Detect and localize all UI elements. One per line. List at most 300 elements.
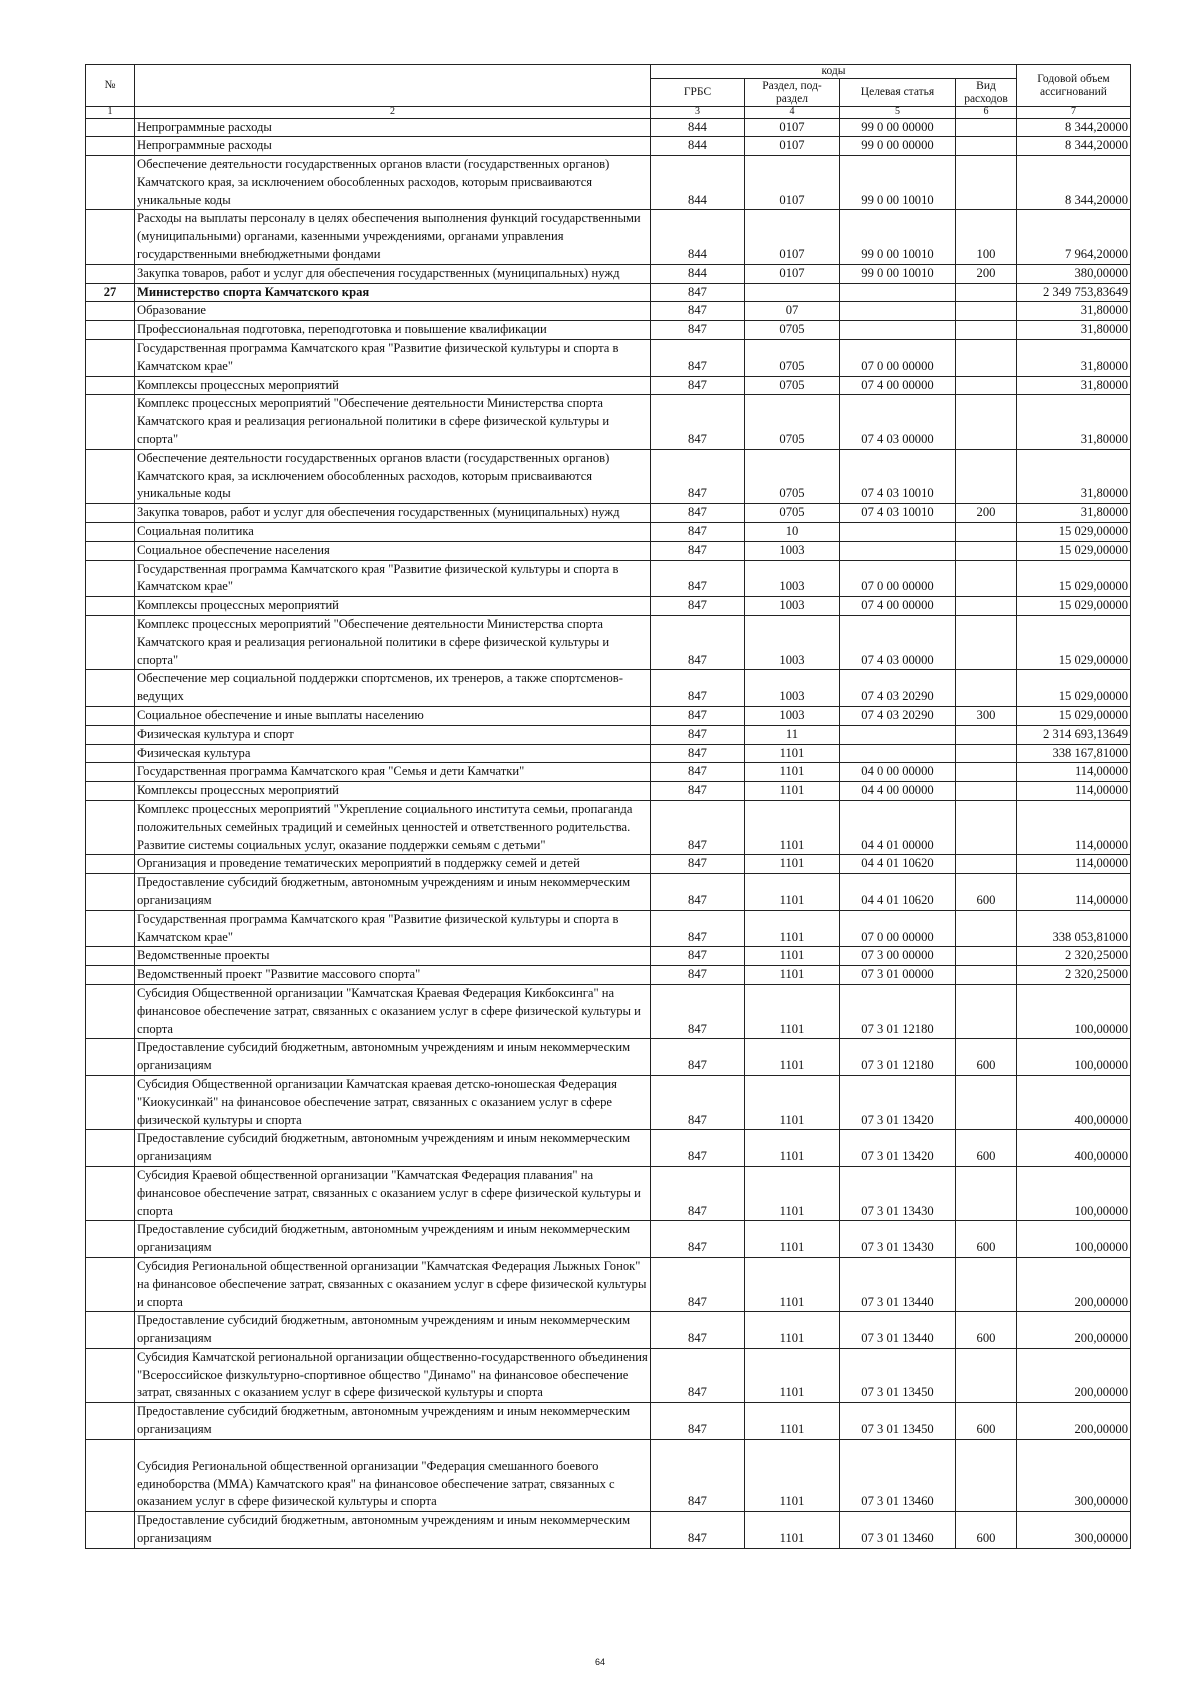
row-amount: 200,00000 bbox=[1017, 1257, 1131, 1311]
table-row bbox=[86, 855, 1131, 874]
row-amount: 8 344,20000 bbox=[1017, 156, 1131, 210]
row-kind-code bbox=[956, 156, 1017, 210]
row-amount: 400,00000 bbox=[1017, 1130, 1131, 1167]
header-index: 3 bbox=[651, 107, 745, 119]
row-name: Комплекс процессных мероприятий "Обеспечение деятельности Министерства спорта Камчатского края и реализация региональной политики в сфере физической культуры и спорта" bbox=[135, 616, 651, 670]
row-kind-code bbox=[956, 910, 1017, 947]
row-grbs-code: 847 bbox=[651, 523, 745, 542]
row-amount: 15 029,00000 bbox=[1017, 597, 1131, 616]
row-amount: 31,80000 bbox=[1017, 302, 1131, 321]
row-grbs-code: 847 bbox=[651, 597, 745, 616]
row-kind-code bbox=[956, 984, 1017, 1038]
row-section-code: 1101 bbox=[745, 1130, 840, 1167]
row-kind-code bbox=[956, 1439, 1017, 1511]
row-number bbox=[86, 156, 135, 210]
row-name: Закупка товаров, работ и услуг для обеспечения государственных (муниципальных) нужд bbox=[135, 264, 651, 283]
row-target-code: 07 3 01 13450 bbox=[840, 1403, 956, 1440]
budget-table-sheet bbox=[85, 64, 1130, 1549]
row-amount: 114,00000 bbox=[1017, 782, 1131, 801]
row-grbs-code: 847 bbox=[651, 744, 745, 763]
header-codes: коды bbox=[651, 65, 1017, 79]
row-amount: 15 029,00000 bbox=[1017, 616, 1131, 670]
table-row bbox=[86, 800, 1131, 854]
row-number bbox=[86, 210, 135, 264]
row-target-code: 07 4 03 00000 bbox=[840, 616, 956, 670]
row-amount: 2 320,25000 bbox=[1017, 947, 1131, 966]
row-name: Ведомственные проекты bbox=[135, 947, 651, 966]
row-name: Предоставление субсидий бюджетным, автономным учреждениям и иным некоммерческим организациям bbox=[135, 874, 651, 911]
row-amount: 31,80000 bbox=[1017, 340, 1131, 377]
row-section-code: 1101 bbox=[745, 800, 840, 854]
row-number bbox=[86, 340, 135, 377]
row-amount: 8 344,20000 bbox=[1017, 118, 1131, 137]
row-section-code: 1003 bbox=[745, 541, 840, 560]
row-section-code: 0705 bbox=[745, 321, 840, 340]
row-number bbox=[86, 725, 135, 744]
budget-table bbox=[85, 64, 1131, 1549]
row-target-code: 07 3 01 13460 bbox=[840, 1439, 956, 1511]
header-no: № bbox=[86, 65, 135, 107]
row-number bbox=[86, 800, 135, 854]
row-grbs-code: 847 bbox=[651, 1166, 745, 1220]
row-amount: 300,00000 bbox=[1017, 1439, 1131, 1511]
table-row bbox=[86, 376, 1131, 395]
row-grbs-code: 847 bbox=[651, 302, 745, 321]
row-name: Комплекс процессных мероприятий "Укрепление социального института семьи, пропаганда положительных семейных традиций и семейных ценностей и ответственного родительства. Развитие системы социальных услуг, оказание поддержки семьям с детьми" bbox=[135, 800, 651, 854]
header-kind: Вид расходов bbox=[956, 79, 1017, 107]
row-kind-code bbox=[956, 137, 1017, 156]
row-kind-code bbox=[956, 449, 1017, 503]
row-amount: 15 029,00000 bbox=[1017, 541, 1131, 560]
table-row bbox=[86, 707, 1131, 726]
row-section-code: 0107 bbox=[745, 137, 840, 156]
table-row bbox=[86, 264, 1131, 283]
table-row bbox=[86, 984, 1131, 1038]
row-section-code: 1101 bbox=[745, 966, 840, 985]
row-kind-code bbox=[956, 321, 1017, 340]
row-number bbox=[86, 744, 135, 763]
table-row bbox=[86, 541, 1131, 560]
row-section-code: 1101 bbox=[745, 855, 840, 874]
row-section-code: 1101 bbox=[745, 1166, 840, 1220]
table-row bbox=[86, 449, 1131, 503]
row-grbs-code: 847 bbox=[651, 1512, 745, 1549]
row-kind-code bbox=[956, 670, 1017, 707]
row-kind-code bbox=[956, 523, 1017, 542]
row-section-code: 1101 bbox=[745, 744, 840, 763]
row-number bbox=[86, 984, 135, 1038]
row-target-code: 04 0 00 00000 bbox=[840, 763, 956, 782]
row-section-code bbox=[745, 283, 840, 302]
header-amount: Годовой объем ассигнований bbox=[1017, 65, 1131, 107]
row-target-code: 07 4 03 20290 bbox=[840, 670, 956, 707]
row-section-code: 1101 bbox=[745, 910, 840, 947]
row-section-code: 1101 bbox=[745, 984, 840, 1038]
row-amount: 2 349 753,83649 bbox=[1017, 283, 1131, 302]
table-row bbox=[86, 395, 1131, 449]
row-section-code: 0107 bbox=[745, 264, 840, 283]
row-target-code: 07 4 03 10010 bbox=[840, 449, 956, 503]
row-kind-code bbox=[956, 800, 1017, 854]
row-number bbox=[86, 1348, 135, 1402]
table-row bbox=[86, 1312, 1131, 1349]
row-section-code: 0705 bbox=[745, 340, 840, 377]
row-grbs-code: 847 bbox=[651, 874, 745, 911]
row-number bbox=[86, 376, 135, 395]
row-grbs-code: 847 bbox=[651, 800, 745, 854]
row-kind-code: 200 bbox=[956, 504, 1017, 523]
row-grbs-code: 847 bbox=[651, 1221, 745, 1258]
header-index: 7 bbox=[1017, 107, 1131, 119]
row-number bbox=[86, 504, 135, 523]
row-grbs-code: 847 bbox=[651, 1039, 745, 1076]
row-name: Государственная программа Камчатского края "Развитие физической культуры и спорта в Камчатском крае" bbox=[135, 560, 651, 597]
table-row bbox=[86, 523, 1131, 542]
row-grbs-code: 847 bbox=[651, 1348, 745, 1402]
table-row bbox=[86, 340, 1131, 377]
table-body bbox=[86, 118, 1131, 1548]
row-number bbox=[86, 302, 135, 321]
row-target-code: 07 3 01 13440 bbox=[840, 1257, 956, 1311]
row-amount: 2 314 693,13649 bbox=[1017, 725, 1131, 744]
row-kind-code bbox=[956, 1257, 1017, 1311]
row-section-code: 0107 bbox=[745, 118, 840, 137]
row-grbs-code: 847 bbox=[651, 321, 745, 340]
row-target-code: 07 4 03 00000 bbox=[840, 395, 956, 449]
table-row bbox=[86, 763, 1131, 782]
row-name: Субсидия Камчатской региональной организации общественно-государственного объединения "Всероссийское физкультурно-спортивное общество "Динамо" на финансовое обеспечение затрат, связанных с оказанием услуг в сфере физической культуры и спорта bbox=[135, 1348, 651, 1402]
row-number bbox=[86, 616, 135, 670]
row-grbs-code: 847 bbox=[651, 560, 745, 597]
row-grbs-code: 844 bbox=[651, 137, 745, 156]
table-row bbox=[86, 1166, 1131, 1220]
row-amount: 300,00000 bbox=[1017, 1512, 1131, 1549]
row-section-code: 1101 bbox=[745, 1403, 840, 1440]
row-kind-code bbox=[956, 966, 1017, 985]
row-kind-code bbox=[956, 340, 1017, 377]
header-index: 2 bbox=[135, 107, 651, 119]
table-row bbox=[86, 1403, 1131, 1440]
row-name: Расходы на выплаты персоналу в целях обеспечения выполнения функций государственными (муниципальными) органами, казенными учреждениями, органами управления государственными внебюджетными фондами bbox=[135, 210, 651, 264]
row-grbs-code: 847 bbox=[651, 541, 745, 560]
row-number bbox=[86, 1512, 135, 1549]
row-number bbox=[86, 449, 135, 503]
table-row bbox=[86, 947, 1131, 966]
table-row bbox=[86, 1348, 1131, 1402]
row-name: Субсидия Региональной общественной организации "Камчатская Федерация Лыжных Гонок" на финансовое обеспечение затрат, связанных с оказанием услуг в сфере физической культуры и спорта bbox=[135, 1257, 651, 1311]
row-name: Социальная политика bbox=[135, 523, 651, 542]
row-name: Комплексы процессных мероприятий bbox=[135, 597, 651, 616]
row-name: Предоставление субсидий бюджетным, автономным учреждениям и иным некоммерческим организациям bbox=[135, 1312, 651, 1349]
row-number bbox=[86, 670, 135, 707]
table-row bbox=[86, 118, 1131, 137]
row-kind-code: 300 bbox=[956, 707, 1017, 726]
row-name: Комплексы процессных мероприятий bbox=[135, 376, 651, 395]
row-target-code bbox=[840, 725, 956, 744]
row-amount: 100,00000 bbox=[1017, 1039, 1131, 1076]
row-amount: 338 053,81000 bbox=[1017, 910, 1131, 947]
row-amount: 400,00000 bbox=[1017, 1075, 1131, 1129]
row-target-code bbox=[840, 302, 956, 321]
row-target-code bbox=[840, 541, 956, 560]
row-kind-code: 600 bbox=[956, 1221, 1017, 1258]
table-row bbox=[86, 302, 1131, 321]
row-name: Физическая культура bbox=[135, 744, 651, 763]
row-grbs-code: 847 bbox=[651, 1075, 745, 1129]
row-number bbox=[86, 395, 135, 449]
row-section-code: 1101 bbox=[745, 947, 840, 966]
row-target-code: 04 4 01 00000 bbox=[840, 800, 956, 854]
table-row bbox=[86, 874, 1131, 911]
row-name: Предоставление субсидий бюджетным, автономным учреждениям и иным некоммерческим организациям bbox=[135, 1403, 651, 1440]
row-grbs-code: 847 bbox=[651, 616, 745, 670]
row-target-code: 07 4 03 10010 bbox=[840, 504, 956, 523]
row-amount: 114,00000 bbox=[1017, 763, 1131, 782]
row-grbs-code: 847 bbox=[651, 966, 745, 985]
row-number bbox=[86, 1075, 135, 1129]
row-number bbox=[86, 597, 135, 616]
row-target-code bbox=[840, 283, 956, 302]
table-row bbox=[86, 137, 1131, 156]
row-number bbox=[86, 541, 135, 560]
row-number bbox=[86, 1312, 135, 1349]
row-name: Предоставление субсидий бюджетным, автономным учреждениям и иным некоммерческим организациям bbox=[135, 1221, 651, 1258]
row-number bbox=[86, 1257, 135, 1311]
row-name: Комплекс процессных мероприятий "Обеспечение деятельности Министерства спорта Камчатского края и реализация региональной политики в сфере физической культуры и спорта" bbox=[135, 395, 651, 449]
table-row bbox=[86, 616, 1131, 670]
row-target-code: 07 3 01 00000 bbox=[840, 966, 956, 985]
row-target-code bbox=[840, 744, 956, 763]
row-kind-code bbox=[956, 1166, 1017, 1220]
row-number bbox=[86, 947, 135, 966]
row-kind-code bbox=[956, 302, 1017, 321]
row-amount: 114,00000 bbox=[1017, 874, 1131, 911]
row-kind-code bbox=[956, 1348, 1017, 1402]
row-amount: 31,80000 bbox=[1017, 321, 1131, 340]
row-kind-code bbox=[956, 118, 1017, 137]
row-section-code: 1003 bbox=[745, 560, 840, 597]
table-row bbox=[86, 725, 1131, 744]
table-row bbox=[86, 966, 1131, 985]
row-section-code: 1101 bbox=[745, 1257, 840, 1311]
row-name: Социальное обеспечение населения bbox=[135, 541, 651, 560]
row-amount: 338 167,81000 bbox=[1017, 744, 1131, 763]
row-section-code: 1101 bbox=[745, 1039, 840, 1076]
row-amount: 31,80000 bbox=[1017, 376, 1131, 395]
row-kind-code: 600 bbox=[956, 1312, 1017, 1349]
row-kind-code bbox=[956, 725, 1017, 744]
row-target-code: 04 4 01 10620 bbox=[840, 874, 956, 911]
row-number bbox=[86, 1039, 135, 1076]
row-grbs-code: 847 bbox=[651, 947, 745, 966]
row-number bbox=[86, 966, 135, 985]
row-kind-code bbox=[956, 744, 1017, 763]
row-grbs-code: 847 bbox=[651, 707, 745, 726]
row-grbs-code: 847 bbox=[651, 1439, 745, 1511]
row-section-code: 1003 bbox=[745, 707, 840, 726]
row-section-code: 11 bbox=[745, 725, 840, 744]
row-name: Непрограммные расходы bbox=[135, 118, 651, 137]
row-target-code: 99 0 00 10010 bbox=[840, 210, 956, 264]
row-target-code: 04 4 01 10620 bbox=[840, 855, 956, 874]
header-section: Раздел, под-раздел bbox=[745, 79, 840, 107]
row-grbs-code: 847 bbox=[651, 283, 745, 302]
row-grbs-code: 847 bbox=[651, 763, 745, 782]
table-row bbox=[86, 321, 1131, 340]
row-target-code: 07 4 00 00000 bbox=[840, 597, 956, 616]
row-number bbox=[86, 560, 135, 597]
row-section-code: 0705 bbox=[745, 449, 840, 503]
row-kind-code bbox=[956, 541, 1017, 560]
row-number bbox=[86, 118, 135, 137]
row-name: Комплексы процессных мероприятий bbox=[135, 782, 651, 801]
row-name: Обеспечение деятельности государственных органов власти (государственных органов) Камчатского края, за исключением обособленных расходов, которым присваиваются уникальные коды bbox=[135, 449, 651, 503]
row-grbs-code: 847 bbox=[651, 504, 745, 523]
row-target-code: 07 3 00 00000 bbox=[840, 947, 956, 966]
row-section-code: 0705 bbox=[745, 376, 840, 395]
header-index: 6 bbox=[956, 107, 1017, 119]
row-target-code: 99 0 00 10010 bbox=[840, 156, 956, 210]
row-grbs-code: 847 bbox=[651, 670, 745, 707]
table-row bbox=[86, 156, 1131, 210]
row-name: Социальное обеспечение и иные выплаты населению bbox=[135, 707, 651, 726]
row-number bbox=[86, 1166, 135, 1220]
row-number bbox=[86, 855, 135, 874]
row-grbs-code: 844 bbox=[651, 210, 745, 264]
table-row bbox=[86, 1439, 1131, 1511]
row-name: Субсидия Краевой общественной организации "Камчатская Федерация плавания" на финансовое обеспечение затрат, связанных с оказанием услуг в сфере физической культуры и спорта bbox=[135, 1166, 651, 1220]
page-number: 64 bbox=[594, 1657, 605, 1667]
row-target-code: 07 0 00 00000 bbox=[840, 560, 956, 597]
row-section-code: 1101 bbox=[745, 782, 840, 801]
row-amount: 114,00000 bbox=[1017, 855, 1131, 874]
row-section-code: 1101 bbox=[745, 1348, 840, 1402]
row-grbs-code: 844 bbox=[651, 156, 745, 210]
row-grbs-code: 847 bbox=[651, 449, 745, 503]
table-row bbox=[86, 1075, 1131, 1129]
table-row bbox=[86, 1039, 1131, 1076]
row-kind-code: 600 bbox=[956, 1512, 1017, 1549]
row-name: Обеспечение мер социальной поддержки спортсменов, их тренеров, а также спортсменов-ведущих bbox=[135, 670, 651, 707]
row-grbs-code: 847 bbox=[651, 1312, 745, 1349]
row-section-code: 1101 bbox=[745, 1075, 840, 1129]
row-section-code: 1101 bbox=[745, 874, 840, 911]
header-target: Целевая статья bbox=[840, 79, 956, 107]
row-target-code: 07 0 00 00000 bbox=[840, 910, 956, 947]
table-row bbox=[86, 670, 1131, 707]
row-kind-code: 600 bbox=[956, 1130, 1017, 1167]
row-grbs-code: 847 bbox=[651, 1403, 745, 1440]
table-row bbox=[86, 560, 1131, 597]
row-name: Закупка товаров, работ и услуг для обеспечения государственных (муниципальных) нужд bbox=[135, 504, 651, 523]
row-section-code: 0705 bbox=[745, 504, 840, 523]
row-amount: 15 029,00000 bbox=[1017, 523, 1131, 542]
row-target-code: 07 3 01 12180 bbox=[840, 1039, 956, 1076]
row-kind-code: 600 bbox=[956, 874, 1017, 911]
row-amount: 31,80000 bbox=[1017, 504, 1131, 523]
row-grbs-code: 847 bbox=[651, 910, 745, 947]
table-row bbox=[86, 910, 1131, 947]
row-amount: 114,00000 bbox=[1017, 800, 1131, 854]
row-kind-code: 600 bbox=[956, 1039, 1017, 1076]
row-amount: 2 320,25000 bbox=[1017, 966, 1131, 985]
row-grbs-code: 847 bbox=[651, 725, 745, 744]
row-section-code: 1101 bbox=[745, 1512, 840, 1549]
row-number: 27 bbox=[86, 283, 135, 302]
row-section-code: 1101 bbox=[745, 1221, 840, 1258]
row-amount: 200,00000 bbox=[1017, 1348, 1131, 1402]
table-row bbox=[86, 210, 1131, 264]
row-target-code: 99 0 00 00000 bbox=[840, 118, 956, 137]
row-target-code: 99 0 00 10010 bbox=[840, 264, 956, 283]
row-number bbox=[86, 1221, 135, 1258]
row-number bbox=[86, 1403, 135, 1440]
row-target-code: 07 4 03 20290 bbox=[840, 707, 956, 726]
table-row bbox=[86, 1221, 1131, 1258]
row-target-code: 07 3 01 12180 bbox=[840, 984, 956, 1038]
row-number bbox=[86, 321, 135, 340]
row-number bbox=[86, 707, 135, 726]
row-kind-code bbox=[956, 283, 1017, 302]
row-amount: 31,80000 bbox=[1017, 449, 1131, 503]
row-section-code: 07 bbox=[745, 302, 840, 321]
row-name: Государственная программа Камчатского края "Развитие физической культуры и спорта в Камчатском крае" bbox=[135, 910, 651, 947]
row-section-code: 0107 bbox=[745, 210, 840, 264]
table-row bbox=[86, 782, 1131, 801]
table-row bbox=[86, 283, 1131, 302]
row-target-code: 07 3 01 13460 bbox=[840, 1512, 956, 1549]
row-amount: 7 964,20000 bbox=[1017, 210, 1131, 264]
table-row bbox=[86, 744, 1131, 763]
header-grbs: ГРБС bbox=[651, 79, 745, 107]
row-kind-code bbox=[956, 947, 1017, 966]
row-target-code: 07 3 01 13450 bbox=[840, 1348, 956, 1402]
row-section-code: 10 bbox=[745, 523, 840, 542]
row-target-code: 07 0 00 00000 bbox=[840, 340, 956, 377]
row-number bbox=[86, 137, 135, 156]
row-amount: 15 029,00000 bbox=[1017, 670, 1131, 707]
row-kind-code bbox=[956, 763, 1017, 782]
row-kind-code bbox=[956, 855, 1017, 874]
row-amount: 15 029,00000 bbox=[1017, 560, 1131, 597]
row-amount: 100,00000 bbox=[1017, 984, 1131, 1038]
row-kind-code bbox=[956, 616, 1017, 670]
table-row bbox=[86, 504, 1131, 523]
row-grbs-code: 847 bbox=[651, 1130, 745, 1167]
row-grbs-code: 847 bbox=[651, 395, 745, 449]
table-row bbox=[86, 1512, 1131, 1549]
row-name: Ведомственный проект "Развитие массового спорта" bbox=[135, 966, 651, 985]
row-kind-code bbox=[956, 782, 1017, 801]
row-grbs-code: 844 bbox=[651, 118, 745, 137]
header-index: 5 bbox=[840, 107, 956, 119]
row-section-code: 1003 bbox=[745, 597, 840, 616]
row-number bbox=[86, 874, 135, 911]
row-name: Министерство спорта Камчатского края bbox=[135, 283, 651, 302]
row-section-code: 1101 bbox=[745, 763, 840, 782]
row-name: Государственная программа Камчатского края "Развитие физической культуры и спорта в Камчатском крае" bbox=[135, 340, 651, 377]
row-target-code: 07 3 01 13430 bbox=[840, 1166, 956, 1220]
row-kind-code: 600 bbox=[956, 1403, 1017, 1440]
row-section-code: 1101 bbox=[745, 1439, 840, 1511]
row-target-code: 07 4 00 00000 bbox=[840, 376, 956, 395]
header-name bbox=[135, 65, 651, 107]
row-target-code bbox=[840, 321, 956, 340]
row-number bbox=[86, 763, 135, 782]
row-kind-code bbox=[956, 376, 1017, 395]
row-number bbox=[86, 264, 135, 283]
table-header bbox=[86, 65, 1131, 119]
